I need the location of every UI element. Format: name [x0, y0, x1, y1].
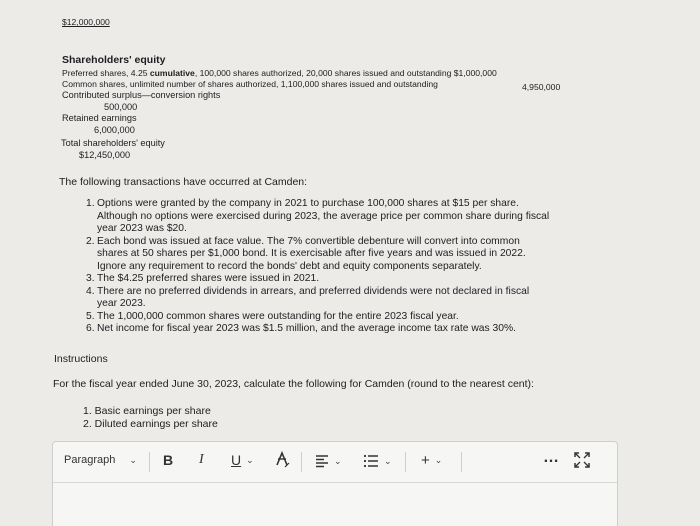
list-item [86, 236, 606, 274]
list-item [86, 311, 606, 324]
toolbar-divider [405, 452, 406, 472]
list-item-text: Ignore any requirement to record the bonds' debt and equity components separately. [97, 260, 482, 272]
chevron-down-icon: ⌄ [384, 455, 392, 466]
retained-earnings-label: Retained earnings [62, 113, 137, 123]
bold-button[interactable]: B [163, 452, 174, 468]
paragraph-dropdown[interactable] [64, 454, 137, 466]
list-item-text: There are no preferred dividends in arrears, and preferred dividends were not declared in fiscal [97, 285, 530, 297]
preferred-bold: cumulative [149, 68, 195, 78]
toolbar-divider [461, 452, 462, 472]
list-icon [363, 454, 379, 468]
common-shares-value: 4,950,000 [522, 82, 561, 92]
insert-button[interactable] [421, 452, 442, 469]
requirement-basic-eps: 1. Basic earnings per share [83, 405, 211, 417]
preferred-pre: Preferred shares, 4.25 [62, 68, 150, 78]
contributed-surplus-label: Contributed surplus—conversion rights [62, 90, 221, 100]
editor-toolbar [53, 442, 617, 483]
total-equity-label: Total shareholders' equity [61, 138, 165, 148]
list-item [86, 273, 606, 286]
align-icon [315, 454, 329, 468]
toolbar-divider [149, 452, 150, 472]
expand-button[interactable] [573, 451, 591, 469]
chevron-down-icon: ⌄ [434, 455, 443, 465]
text-color-icon [273, 450, 291, 470]
list-item-text: The 1,000,000 common shares were outstanding for the entire 2023 fiscal year. [97, 310, 459, 322]
list-item-text: Each bond was issued at face value. The 7% convertible debenture will convert into common [97, 235, 520, 247]
transactions-list [86, 198, 606, 336]
italic-button[interactable]: I [199, 452, 204, 467]
list-item-text: Net income for fiscal year 2023 was $1.5 million, and the average income tax rate was 30%. [97, 323, 516, 334]
list-item-number: 6. [86, 323, 95, 334]
preferred-shares-line [62, 68, 497, 78]
preferred-post: , 100,000 shares authorized, 20,000 shares issued and outstanding $1,000,000 [194, 68, 497, 78]
chevron-down-icon: ⌄ [246, 454, 254, 465]
chevron-down-icon: ⌄ [129, 454, 137, 465]
list-item-text: year 2023. [97, 298, 146, 309]
underline-button[interactable] [231, 452, 254, 468]
list-item-number: 1. [86, 198, 95, 209]
rich-text-editor [52, 441, 618, 526]
list-item [86, 198, 606, 236]
transactions-intro: The following transactions have occurred at Camden: [59, 176, 308, 188]
list-item-text: Options were granted by the company in 2021 to purchase 100,000 shares at $15 per share. [97, 198, 519, 209]
chevron-down-icon: ⌄ [334, 455, 342, 466]
requirement-diluted-eps: 2. Diluted earnings per share [83, 418, 218, 430]
list-item-text: The $4.25 preferred shares were issued in 2021. [97, 273, 320, 284]
paragraph-label: Paragraph [64, 454, 116, 466]
list-item [86, 323, 606, 336]
list-item-text: shares at 50 shares per $1,000 bond. It is exercisable after five years and was issued in 2022. [97, 248, 526, 259]
expand-icon [573, 451, 591, 469]
list-item-text: year 2023 was $20. [97, 223, 187, 234]
list-item-text: Although no options were exercised during 2023, the average price per common share during fiscal [97, 210, 550, 222]
instructions-title: Instructions [54, 353, 108, 365]
header-amount: $12,000,000 [62, 17, 110, 27]
more-icon[interactable]: … [543, 449, 559, 466]
toolbar-divider [301, 452, 302, 472]
underline-label: U [231, 452, 242, 468]
retained-earnings-value: 6,000,000 [94, 125, 135, 135]
list-item-number: 5. [86, 310, 95, 322]
editor-text-area[interactable] [53, 483, 617, 526]
list-item-number: 2. [86, 235, 95, 247]
instructions-text: For the fiscal year ended June 30, 2023, calculate the following for Camden (round to the nearest cent): [53, 378, 534, 390]
plus-icon: + [421, 452, 430, 469]
common-shares-line: Common shares, unlimited number of shares authorized, 1,100,000 shares issued and outstanding [62, 79, 438, 89]
list-button[interactable] [363, 454, 392, 468]
align-button[interactable] [315, 454, 342, 468]
list-item-number: 4. [86, 285, 95, 297]
text-color-button[interactable] [273, 450, 291, 470]
list-item [86, 286, 606, 311]
list-item-number: 3. [86, 273, 95, 284]
contributed-surplus-value: 500,000 [104, 102, 138, 112]
equity-title: Shareholders' equity [62, 54, 166, 66]
total-equity-value: $12,450,000 [79, 150, 131, 160]
